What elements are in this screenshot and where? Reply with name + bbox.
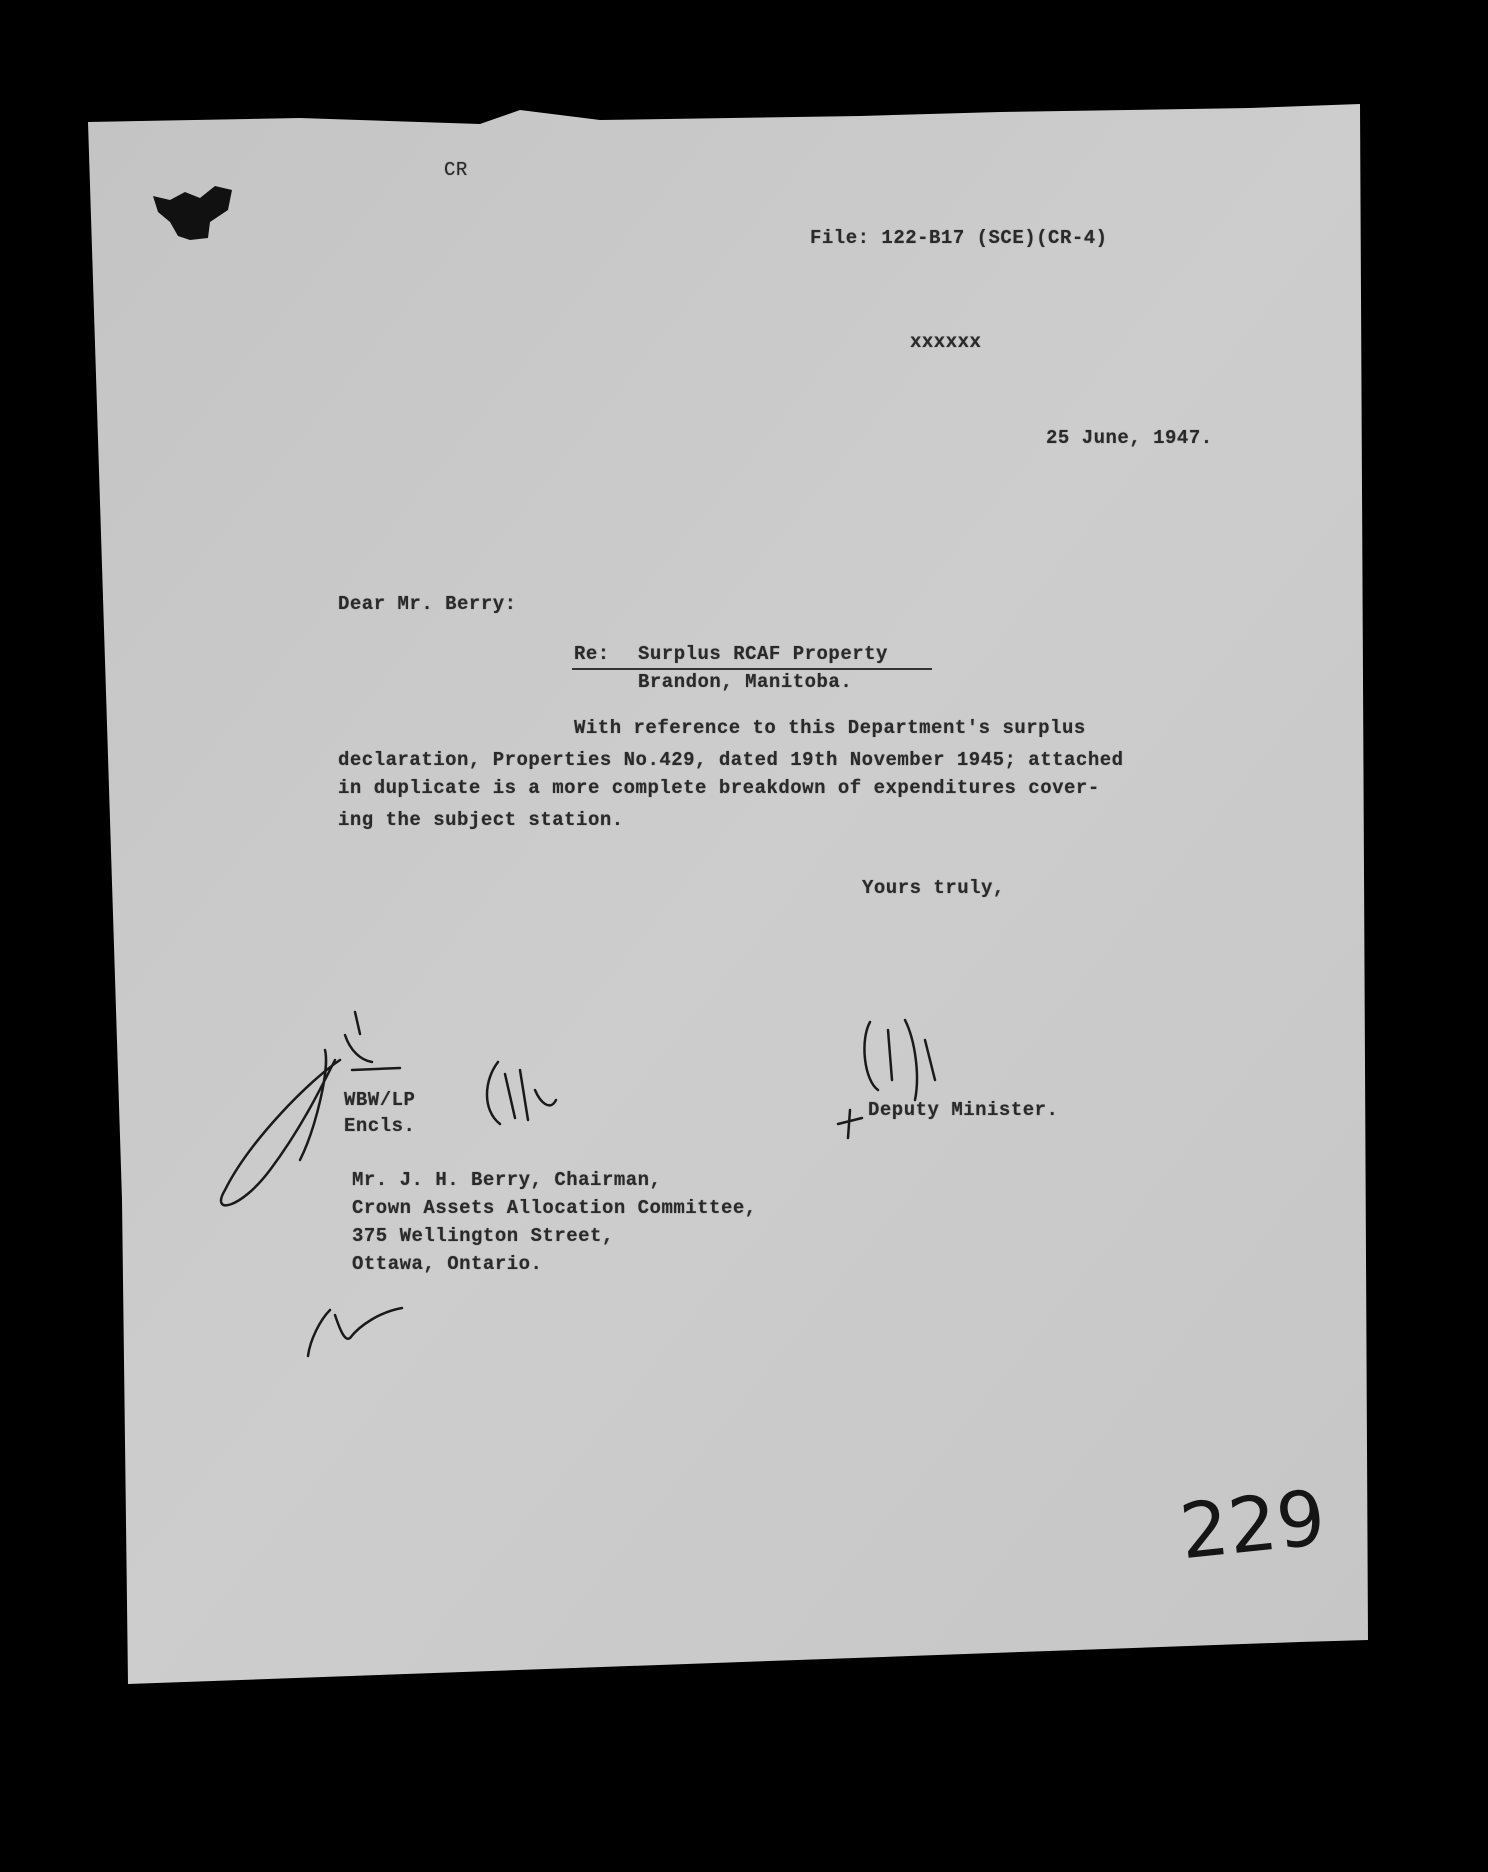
letter-date: 25 June, 1947. [1046,427,1213,449]
paper-shape [88,104,1368,1684]
reference-initials: WBW/LP [344,1089,416,1111]
recipient-line-4: Ottawa, Ontario. [352,1253,543,1275]
cr-mark: CR [444,159,468,181]
page-number: 229 [1175,1472,1330,1577]
file-reference: File: 122-B17 (SCE)(CR-4) [810,227,1108,249]
closing: Yours truly, [862,877,1005,899]
enclosure-note: Encls. [344,1115,416,1137]
body-line-1: With reference to this Department's surplus [574,717,1086,739]
signatory-title: Deputy Minister. [868,1099,1059,1121]
redaction-mark: xxxxxx [910,331,982,353]
subject-line-1: Surplus RCAF Property [638,643,888,665]
recipient-line-3: 375 Wellington Street, [352,1225,614,1247]
subject-line-2: Brandon, Manitoba. [638,671,853,693]
recipient-line-2: Crown Assets Allocation Committee, [352,1197,757,1219]
recipient-line-1: Mr. J. H. Berry, Chairman, [352,1169,662,1191]
body-line-3: in duplicate is a more complete breakdown of expenditures cover- [338,777,1100,799]
re-label: Re: [574,643,610,665]
salutation: Dear Mr. Berry: [338,593,517,615]
body-line-2: declaration, Properties No.429, dated 19th November 1945; attached [338,749,1124,771]
body-line-4: ing the subject station. [338,809,624,831]
